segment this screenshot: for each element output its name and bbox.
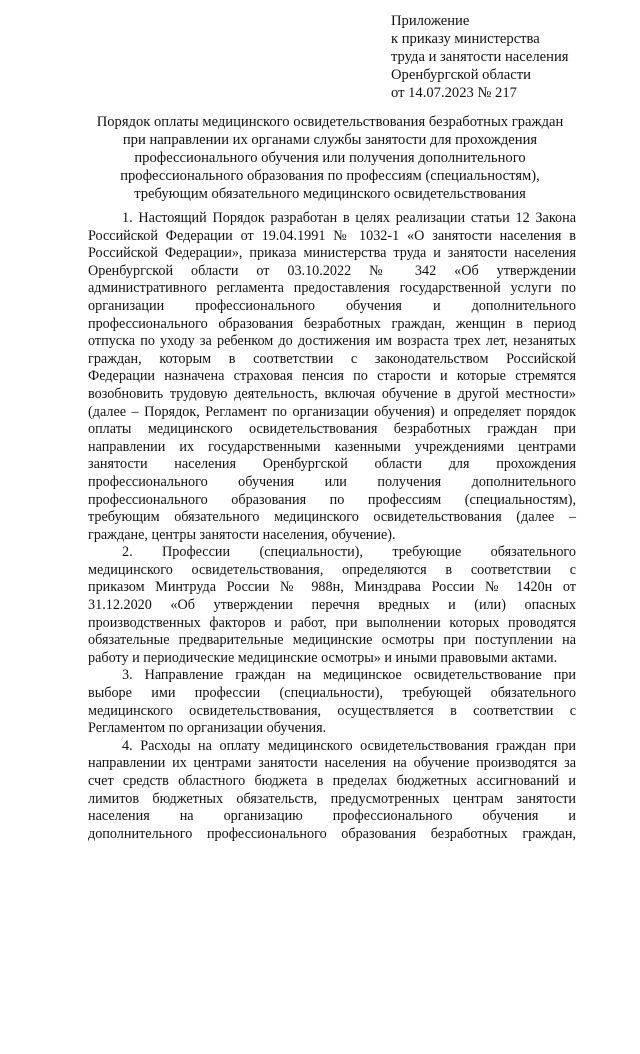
document-body xyxy=(88,210,576,843)
appendix-header xyxy=(391,12,621,102)
paragraph-line: оплаты медицинского освидетельствования безработных граждан при xyxy=(88,421,576,438)
paragraph-3 xyxy=(88,667,576,737)
paragraph-line: производственных факторов и работ, при выполнении которых проводятся xyxy=(88,614,576,631)
paragraph-4 xyxy=(88,738,576,844)
paragraph-line: Федерации назначена страховая пенсия по старости и которые стремятся xyxy=(88,368,576,385)
paragraph-line: организации профессионального обучения и дополнительного xyxy=(88,297,576,314)
appendix-header-line: Оренбургской области xyxy=(391,67,531,83)
paragraph-line: медицинского освидетельствования, осуществляется в соответствии с xyxy=(88,702,576,719)
paragraph-line: приказом Минтруда России № 988н, Минздрава России № 1420н от xyxy=(88,579,576,596)
paragraph-line: 2. Профессии (специальности), требующие обязательного xyxy=(122,544,576,561)
paragraph-line: медицинского освидетельствования, определяются в соответствии с xyxy=(88,561,576,578)
title-line: при направлении их органами службы занятости для прохождения xyxy=(122,132,538,148)
paragraph-line: лимитов бюджетных обязательств, предусмотренных центрам занятости xyxy=(88,790,576,807)
paragraph-line: профессионального образования безработных граждан, женщин в период xyxy=(88,315,576,332)
paragraph-line: 3. Направление граждан на медицинское освидетельствование при xyxy=(122,667,576,684)
paragraph-line: занятости населения Оренбургской области для прохождения xyxy=(88,456,576,473)
paragraph-line: направлении их государственными казенными учреждениями центрами xyxy=(88,438,576,455)
paragraph-line: счет средств областного бюджета в пределах бюджетных ассигнований и xyxy=(88,773,576,789)
appendix-header-line: от 14.07.2023 № 217 xyxy=(391,85,517,101)
paragraph-line: Российской Федерации», приказа министерства труда и занятости населения xyxy=(88,245,576,262)
title-line: профессионального обучения или получения дополнительного xyxy=(134,150,526,166)
title-line: требующим обязательного медицинского освидетельствования xyxy=(134,186,526,202)
paragraph-line: направлении их центрами занятости населения на обучение производятся за xyxy=(88,755,576,772)
paragraph-line: обязательные предварительные медицинские осмотры при поступлении на xyxy=(88,632,576,649)
paragraph-line: граждане, центры занятости населения, обучение). xyxy=(88,526,396,543)
paragraph-line: Оренбургской области от 03.10.2022 № 342 «Об утверждении xyxy=(88,262,576,279)
paragraph-line: профессионального обучения или получения дополнительного xyxy=(88,473,576,490)
paragraph-line: граждан, которым в соответствии с законодательством Российской xyxy=(88,350,576,367)
paragraph-line: 1. Настоящий Порядок разработан в целях реализации статьи 12 Закона xyxy=(122,210,576,226)
paragraph-line: административного регламента предоставления государственной услуги по xyxy=(88,280,576,297)
appendix-header-line: Приложение xyxy=(391,13,470,29)
paragraph-line: дополнительного профессионального образования безработных граждан, xyxy=(88,825,576,842)
document-title xyxy=(70,113,590,203)
appendix-header-line: труда и занятости населения xyxy=(391,49,569,65)
paragraph-line: работу и периодические медицинские осмотры» и иными правовыми актами. xyxy=(88,649,558,666)
paragraph-line: Регламентом по организации обучения. xyxy=(88,720,327,737)
paragraph-2 xyxy=(88,544,576,667)
paragraph-line: выборе ими профессии (специальности), требующей обязательного xyxy=(88,685,576,702)
paragraph-line: профессионального образования по профессиям (специальностям), xyxy=(88,491,576,508)
paragraph-line: Российской Федерации от 19.04.1991 № 1032-1 «О занятости населения в xyxy=(88,227,576,244)
appendix-header-line: к приказу министерства xyxy=(391,31,540,47)
paragraph-line: требующим обязательного медицинского освидетельствования (далее – xyxy=(88,509,576,526)
paragraph-line: возобновить трудовую деятельность, включая обучение в другой местности» xyxy=(88,385,576,402)
paragraph-line: населения на организацию профессионального обучения и xyxy=(88,808,576,825)
paragraph-line: (далее – Порядок, Регламент по организации обучения) и определяет порядок xyxy=(88,403,576,420)
paragraph-line: 31.12.2020 «Об утверждении перечня вредных и (или) опасных xyxy=(88,597,576,614)
title-line: Порядок оплаты медицинского освидетельствования безработных граждан xyxy=(96,114,564,130)
paragraph-line: 4. Расходы на оплату медицинского освидетельствования граждан при xyxy=(122,737,576,754)
paragraph-1 xyxy=(88,210,576,544)
title-line: профессионального образования по профессиям (специальностям), xyxy=(120,168,540,184)
paragraph-line: отпуска по уходу за ребенком до достижения им возраста трех лет, незанятых xyxy=(88,333,576,350)
